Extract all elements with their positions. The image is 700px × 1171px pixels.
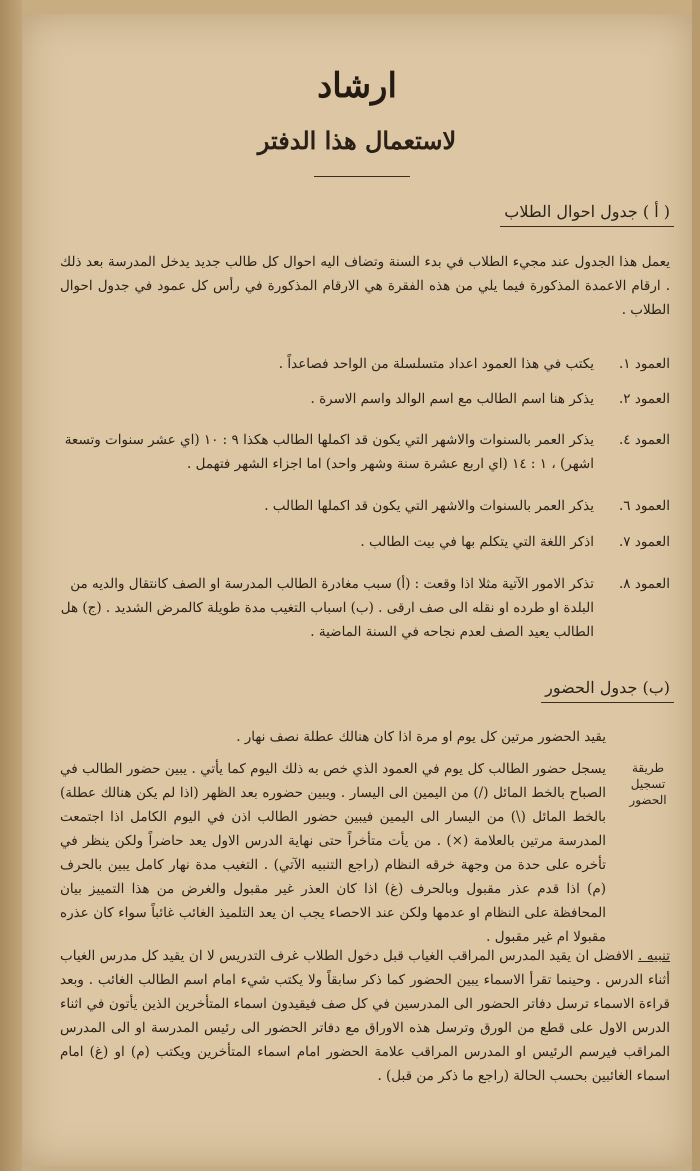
- column-label: العمود ٧.: [618, 534, 670, 550]
- column-label: العمود ١.: [618, 356, 670, 372]
- section-a-heading-text: ( أ ) جدول احوال الطلاب: [504, 202, 670, 221]
- column-label: العمود ٢.: [618, 391, 670, 407]
- column-row: [60, 387, 670, 415]
- section-b-intro: يقيد الحضور مرتين كل يوم او مرة اذا كان هنالك عطلة نصف نهار .: [236, 729, 606, 745]
- column-text: يذكر العمر بالسنوات والاشهر التي يكون قد اكملها الطالب هكذا ٩ : ١٠ (اي عشر سنوات وتسعة اشهر) ، ١ : ١٤ (اي اربع عشرة سنة وشهر واحد) اما اجزاء الشهر فتهمل .: [64, 432, 594, 472]
- attendance-note-paragraph: [60, 944, 670, 1088]
- section-a-intro: يعمل هذا الجدول عند مجيء الطلاب في بدء السنة وتضاف اليه احوال كل طالب جديد يدخل المدرسة بعد ذلك . ارقام الاعمدة المذكورة فيما يلي من هذه الفقرة هي الارقام المذكورة في رأس كل عمود في جدول احوال الطلاب .: [60, 254, 670, 318]
- column-row: [60, 494, 670, 522]
- column-text: يكتب في هذا العمود اعداد متسلسلة من الواحد فصاعداً .: [278, 356, 594, 372]
- column-row: [60, 530, 670, 558]
- page-subtitle: لاستعمال هذا الدفتر: [257, 126, 457, 155]
- page-title: ارشاد: [317, 66, 397, 106]
- column-text: تذكر الامور الآتية مثلا اذا وقعت : (أ) سبب مغادرة الطالب المدرسة او الصف كانتقال والديه من البلدة او طرده او نقله الى صف ارقى . (ب) اسباب التغيب مدة طويلة كالمرض الشديد . (ج) هل الطالب يعيد الصف لعدم نجاحه في السنة الماضية .: [60, 576, 594, 640]
- column-row: [60, 428, 670, 480]
- page-left-edge: [0, 0, 22, 1171]
- section-a-underline: [500, 226, 674, 227]
- note-label: تنبيه .: [638, 948, 670, 964]
- column-label: العمود ٤.: [618, 432, 670, 448]
- page-right-edge: [692, 0, 700, 1171]
- attendance-method-margin-note: طريقة تسجيل الحضور: [629, 761, 667, 807]
- column-label: العمود ٦.: [618, 498, 670, 514]
- section-b-heading: [545, 678, 670, 697]
- column-row: [60, 352, 670, 380]
- section-b-heading-text: (ب) جدول الحضور: [545, 678, 670, 697]
- column-label: العمود ٨.: [618, 576, 670, 592]
- column-row: [60, 572, 670, 648]
- section-a-heading: [504, 202, 670, 221]
- column-text: يذكر هنا اسم الطالب مع اسم الوالد واسم الاسرة .: [310, 391, 594, 407]
- note-text: الافضل ان يقيد المدرس المراقب الغياب قبل دخول الطلاب غرف التدريس لا ان يقيد كل مدرس الغياب أثناء الدرس . وحينما تقرأ الاسماء يبين الحضور كما ذكر سابقاً ولا يكتب شيء امام اسم الطالب الغائب . وبعد قراءة الاسماء ترسل دفاتر الحضور الى المدرسين في كل صف فيقيدون اسماء المتأخرين الذين يأتون في اثناء الدرس الاول على قطع من الورق وترسل هذه الاوراق مع دفاتر الحضور الى رئيس المدرسة او الى المدرس المراقب فيرسم الرئيس او المدرس المراقب علامة الحضور امام اسماء المتأخرين ويكتب (م) او (غ) امام اسماء الغائبين بحسب الحالة (راجع ما ذكر من قبل) .: [60, 948, 670, 1084]
- column-text: اذكر اللغة التي يتكلم بها في بيت الطالب .: [360, 534, 594, 550]
- section-b-underline: [541, 702, 674, 703]
- attendance-method-paragraph: يسجل حضور الطالب كل يوم في العمود الذي خص به ذلك اليوم كما يأتي . يبين حضور الطالب في الصباح بالخط المائل (/) من اليمين الى اليسار . ويبين حضوره بعد الظهر (اذا لم يكن هنالك عطلة) بالخط المائل (\) من اليسار الى اليمين فيبين حضور الطالب اذن في اليوم الكامل اذا اجتمعت المدرسة مرتين بالعلامة (×) . من يأت متأخراً حتى نهاية الدرس الاول يعد حاضراً ولكن ينظر في تأخره على حدة من وجهة خرقه النظام (راجع التنبيه الآتي) . التغيب مدة نهار كامل يبين بالحرف (م) اذا قدم عذر مقبول وبالحرف (غ) اذا كان العذر غير مقبول والغرض من هذا التمييز بيان المحافظة على النظام او عدمها ولكن عند الاحصاء يجب ان يعد التلميذ الغائب غائباً سواء كان عذره مقبولا ام غير مقبول .: [60, 761, 606, 945]
- column-text: يذكر العمر بالسنوات والاشهر التي يكون قد اكملها الطالب .: [264, 498, 594, 514]
- title-divider: [314, 176, 410, 177]
- document-page: [22, 14, 692, 1166]
